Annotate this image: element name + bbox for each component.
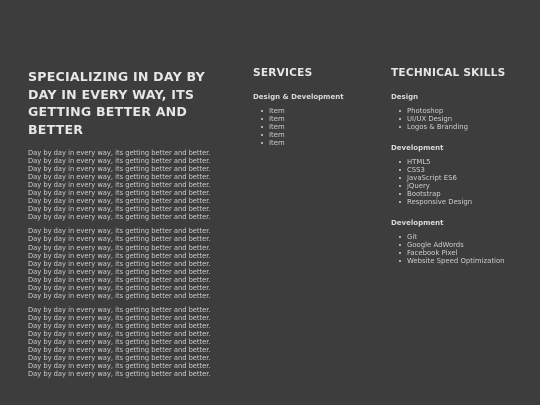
skill-item: HTML5: [407, 158, 536, 166]
paragraph-line: Day by day in every way, its getting better and better.: [28, 346, 211, 355]
paragraph-line: Day by day in every way, its getting better and better.: [28, 305, 211, 314]
body-paragraph-2: [28, 227, 228, 299]
body-paragraph-3: [28, 306, 228, 378]
paragraph-line: Day by day in every way, its getting better and better.: [28, 243, 211, 252]
services-list-item: Item: [269, 139, 383, 147]
skill-item: UI/UX Design: [407, 115, 536, 123]
paragraph-line: Day by day in every way, its getting better and better.: [28, 165, 211, 174]
skills-list-design: [391, 107, 536, 131]
paragraph-line: Day by day in every way, its getting better and better.: [28, 173, 211, 182]
paragraph-line: Day by day in every way, its getting better and better.: [28, 283, 211, 292]
skills-group-heading-development-2: Development: [391, 219, 444, 227]
paragraph-line: Day by day in every way, its getting better and better.: [28, 213, 211, 222]
services-list: [253, 107, 383, 147]
paragraph-line: Day by day in every way, its getting better and better.: [28, 205, 211, 214]
skill-item: Logos & Branding: [407, 123, 536, 131]
services-subheading: Design & Development: [253, 93, 344, 101]
paragraph-line: Day by day in every way, its getting better and better.: [28, 235, 211, 244]
paragraph-line: Day by day in every way, its getting better and better.: [28, 291, 211, 300]
paragraph-line: Day by day in every way, its getting better and better.: [28, 370, 211, 379]
paragraph-line: Day by day in every way, its getting better and better.: [28, 313, 211, 322]
services-list-item: Item: [269, 115, 383, 123]
paragraph-line: Day by day in every way, its getting better and better.: [28, 354, 211, 363]
skills-group-heading-design: Design: [391, 93, 419, 101]
page-headline: SPECIALIZING IN DAY BY DAY IN EVERY WAY, ITS GETTING BETTER AND BETTER: [28, 69, 205, 137]
skill-item: Photoshop: [407, 107, 536, 115]
paragraph-line: Day by day in every way, its getting better and better.: [28, 157, 211, 166]
skill-item: jQuery: [407, 182, 536, 190]
paragraph-line: Day by day in every way, its getting better and better.: [28, 267, 211, 276]
paragraph-line: Day by day in every way, its getting better and better.: [28, 362, 211, 371]
skill-item: JavaScript ES6: [407, 174, 536, 182]
paragraph-line: Day by day in every way, its getting better and better.: [28, 259, 211, 268]
skill-item: Website Speed Optimization: [407, 257, 536, 265]
skill-item: Bootstrap: [407, 190, 536, 198]
intro-column: [28, 68, 228, 378]
skill-item: CSS3: [407, 166, 536, 174]
paragraph-line: Day by day in every way, its getting better and better.: [28, 189, 211, 198]
paragraph-line: Day by day in every way, its getting better and better.: [28, 197, 211, 206]
services-title: SERVICES: [253, 67, 313, 79]
skills-list-development: [391, 158, 536, 206]
skills-group-heading-development: Development: [391, 144, 444, 152]
paragraph-line: Day by day in every way, its getting better and better.: [28, 181, 211, 190]
skill-item: Google AdWords: [407, 241, 536, 249]
services-list-item: Item: [269, 131, 383, 139]
skill-item: Responsive Design: [407, 198, 536, 206]
skill-item: Git: [407, 233, 536, 241]
paragraph-line: Day by day in every way, its getting better and better.: [28, 338, 211, 347]
paragraph-line: Day by day in every way, its getting better and better.: [28, 149, 211, 157]
paragraph-line: Day by day in every way, its getting better and better.: [28, 321, 211, 330]
services-column: [253, 67, 383, 147]
paragraph-line: Day by day in every way, its getting better and better.: [28, 329, 211, 338]
skills-title: TECHNICAL SKILLS: [391, 67, 506, 79]
services-list-item: Item: [269, 107, 383, 115]
paragraph-line: Day by day in every way, its getting better and better.: [28, 275, 211, 284]
paragraph-line: Day by day in every way, its getting better and better.: [28, 227, 211, 236]
paragraph-line: Day by day in every way, its getting better and better.: [28, 251, 211, 260]
skills-list-development-2: [391, 233, 536, 265]
skills-column: [391, 67, 536, 265]
services-list-item: Item: [269, 123, 383, 131]
skill-item: Facebook Pixel: [407, 249, 536, 257]
body-paragraph-1: [28, 149, 228, 221]
